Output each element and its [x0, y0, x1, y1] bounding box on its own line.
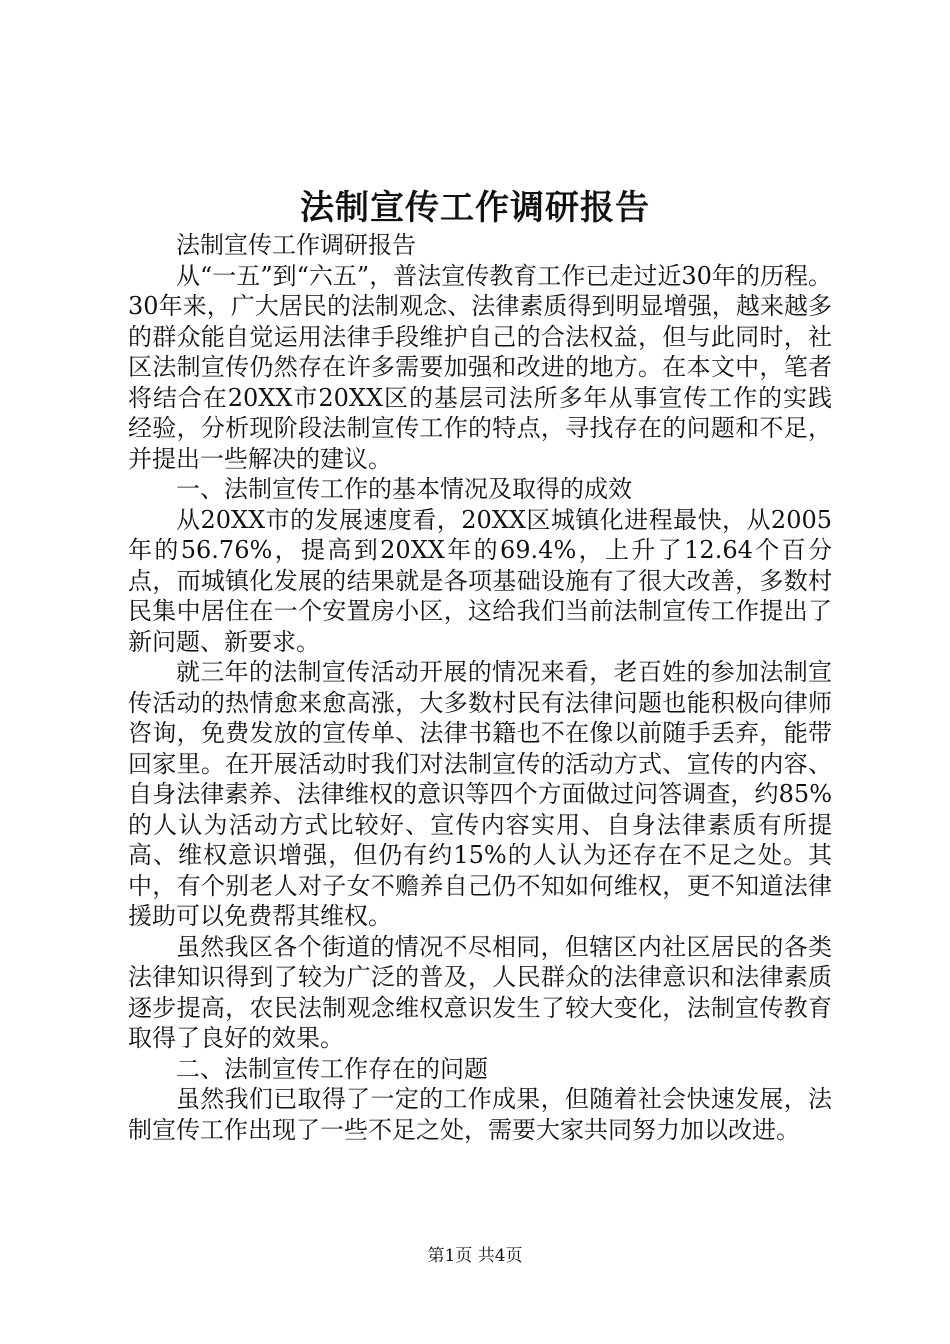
page-number: 第1页 共4页: [427, 1246, 523, 1266]
body-paragraph: 就三年的法制宣传活动开展的情况来看，老百姓的参加法制宣传活动的热情愈来愈高涨，大多数村民有法律问题也能积极向律师咨询，免费发放的宣传单、法律书籍也不在像以前随手丢弃，能带回家里。在开展活动时我们对法制宣传的活动方式、宣传的内容、自身法律素养、法律维权的意识等四个方面做过问答调查，约85%的人认为活动方式比较好、宣传内容实用、自身法律素质有所提高、维权意识增强，但仍有约15%的人认为还存在不足之处。其中，有个别老人对子女不赡养自己仍不知如何维权，更不知道法律援助可以免费帮其维权。: [128, 658, 832, 930]
body-paragraph: 虽然我区各个街道的情况不尽相同，但辖区内社区居民的各类法律知识得到了较为广泛的普及，人民群众的法律意识和法律素质逐步提高，农民法制观念维权意识发生了较大变化，法制宣传教育取得了良好的效果。: [128, 932, 832, 1052]
section-heading: 二、法制宣传工作存在的问题: [176, 1054, 488, 1083]
section-heading: 一、法制宣传工作的基本情况及取得的成效: [176, 475, 632, 503]
body-paragraph: 从“一五”到“六五”，普法宣传教育工作已走过近30年的历程。30年来，广大居民的法制观念、法律素质得到明显增强，越来越多的群众能自觉运用法律手段维护自己的合法权益，但与此同时，社区法制宣传仍然存在许多需要加强和改进的地方。在本文中，笔者将结合在20XX市20XX区的基层司法所多年从事宣传工作的实践经验，分析现阶段法制宣传工作的特点，寻找存在的问题和不足，并提出一些解决的建议。: [128, 261, 832, 473]
document-title: 法制宣传工作调研报告: [300, 188, 650, 228]
document-body: [128, 230, 832, 1145]
body-paragraph: 从20XX市的发展速度看，20XX区城镇化进程最快，从2005年的56.76%，提高到20XX年的69.4%，上升了12.64个百分点，而城镇化发展的结果就是各项基础设施有了很大改善，多数村民集中居住在一个安置房小区，这给我们当前法制宣传工作提出了新问题、新要求。: [128, 505, 832, 656]
subtitle-paragraph: 法制宣传工作调研报告: [176, 231, 416, 259]
body-paragraph: 虽然我们已取得了一定的工作成果，但随着社会快速发展，法制宣传工作出现了一些不足之处，需要大家共同努力加以改进。: [128, 1085, 832, 1144]
